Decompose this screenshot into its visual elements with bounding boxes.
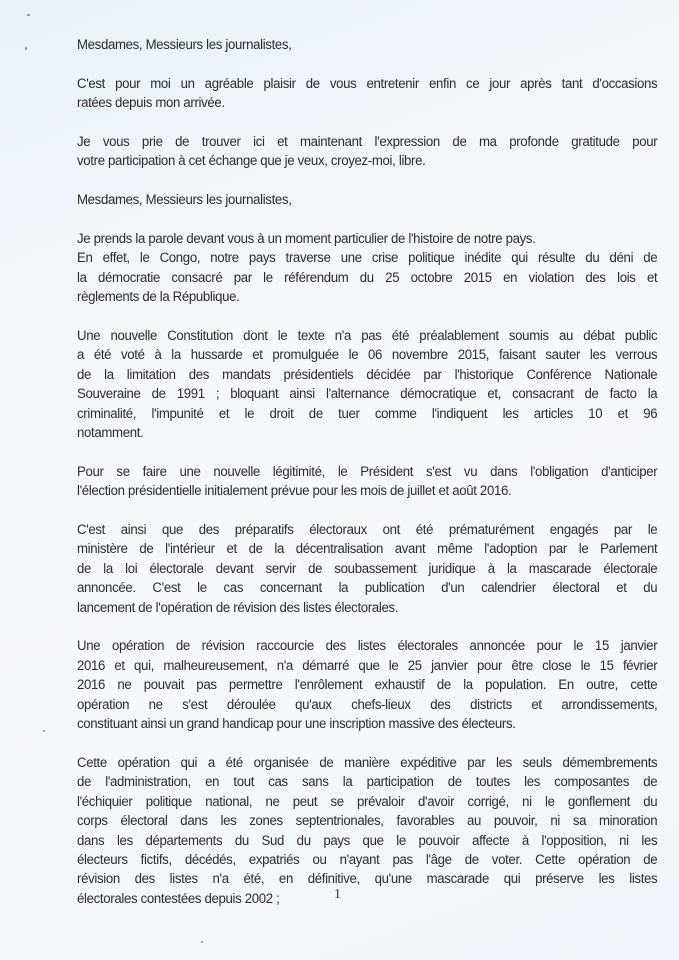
text-line: corps électoral dans les zones septentrionales, favorables au pouvoir, ni sa minoration	[77, 813, 658, 830]
text-line: notamment.	[77, 425, 144, 442]
paragraph	[77, 327, 657, 443]
text-line: Je vous prie de trouver ici et maintenant l'expression de ma profonde gratitude pour	[77, 134, 658, 150]
text-line: 2016 et qui, malheureusement, n'a démarré que le 25 janvier pour être close le 15 février	[77, 657, 658, 674]
paragraph	[77, 521, 657, 618]
paragraph	[77, 133, 657, 172]
text-line: C'est ainsi que des préparatifs électoraux ont été prématurément engagés par le	[77, 522, 658, 539]
text-line: de l'administration, en tout cas sans la participation de toutes les composantes de	[77, 774, 658, 791]
text-line: Une opération de révision raccourcie des listes électorales annoncée pour le 15 janvier	[77, 638, 658, 655]
text-line: Mesdames, Messieurs les journalistes,	[77, 192, 292, 209]
text-line: l'échiquier politique national, ne peut se prévaloir d'avoir corrigé, ni le gonflement du	[77, 793, 658, 810]
paragraph	[77, 75, 657, 114]
text-line: Je prends la parole devant vous à un moment particulier de l'histoire de notre pays.	[77, 231, 536, 247]
scan-speck	[25, 47, 27, 50]
text-line: a été voté à la hussarde et promulguée le 06 novembre 2015, faisant sauter les verrous	[77, 347, 658, 364]
text-line: la démocratie consacré par le référendum du 25 octobre 2015 en violation des lois et	[77, 269, 658, 286]
scan-speck	[43, 730, 45, 732]
text-line: lancement de l'opération de révision des listes électorales.	[77, 599, 399, 616]
scan-speck	[201, 941, 203, 943]
paragraph	[77, 637, 657, 734]
text-line: dans les départements du Sud du pays que le pouvoir affecte à l'opposition, ni les	[77, 832, 658, 849]
text-line: Mesdames, Messieurs les journalistes,	[77, 37, 292, 53]
page-number: 1	[334, 887, 341, 902]
text-line: ratées depuis mon arrivée.	[77, 95, 225, 112]
text-line: En effet, le Congo, notre pays traverse une crise politique inédite qui résulte du déni de	[77, 250, 658, 267]
text-line: règlements de la République.	[77, 289, 240, 306]
text-line: criminalité, l'impunité et le droit de tuer comme l'indiquent les articles 10 et 96	[77, 405, 658, 422]
paragraph	[77, 754, 657, 909]
paragraph	[77, 230, 657, 249]
text-line: C'est pour moi un agréable plaisir de vous entretenir enfin ce jour après tant d'occasions	[77, 75, 658, 92]
salutation	[77, 191, 657, 210]
text-line: constituant ainsi un grand handicap pour une inscription massive des électeurs.	[77, 716, 516, 733]
document-body	[77, 36, 657, 929]
text-line: opération ne s'est déroulée qu'aux chefs-lieux des districts et arrondissements,	[77, 696, 658, 713]
text-line: électeurs fictifs, décédés, expatriés ou n'ayant pas l'âge de voter. Cette opération de	[77, 851, 658, 868]
text-line: l'élection présidentielle initialement prévue pour les mois de juillet et août 2016.	[77, 483, 512, 500]
paragraph	[77, 249, 657, 307]
salutation	[77, 36, 657, 55]
text-line: Pour se faire une nouvelle légitimité, le Président s'est vu dans l'obligation d'anticiper	[77, 463, 658, 480]
text-line: de la loi électorale devant servir de soubassement juridique à la mascarade électorale	[77, 560, 658, 577]
text-line: 2016 ne pouvait pas permettre l'enrôlement exhaustif de la population. En outre, cette	[77, 677, 658, 694]
text-line: votre participation à cet échange que je veux, croyez-moi, libre.	[77, 153, 426, 170]
text-line: Souveraine de 1991 ; bloquant ainsi l'alternance démocratique et, consacrant de facto la	[77, 386, 658, 403]
text-line: Une nouvelle Constitution dont le texte n'a pas été préalablement soumis au débat public	[77, 328, 658, 345]
text-line: électorales contestées depuis 2002 ;	[77, 890, 280, 907]
text-line: révision des listes n'a été, en définitive, qu'une mascarade qui préserve les listes	[77, 871, 658, 888]
paragraph	[77, 463, 657, 502]
text-line: Cette opération qui a été organisée de manière expéditive par les seuls démembrements	[77, 754, 658, 771]
text-line: de la limitation des mandats présidentiels décidée par l'historique Conférence Nationale	[77, 366, 658, 383]
text-line: ministère de l'intérieur et de la décentralisation avant même l'adoption par le Parlement	[77, 541, 658, 558]
text-line: annoncée. C'est le cas concernant la publication d'un calendrier électoral et du	[77, 580, 658, 597]
scan-speck	[27, 14, 30, 16]
